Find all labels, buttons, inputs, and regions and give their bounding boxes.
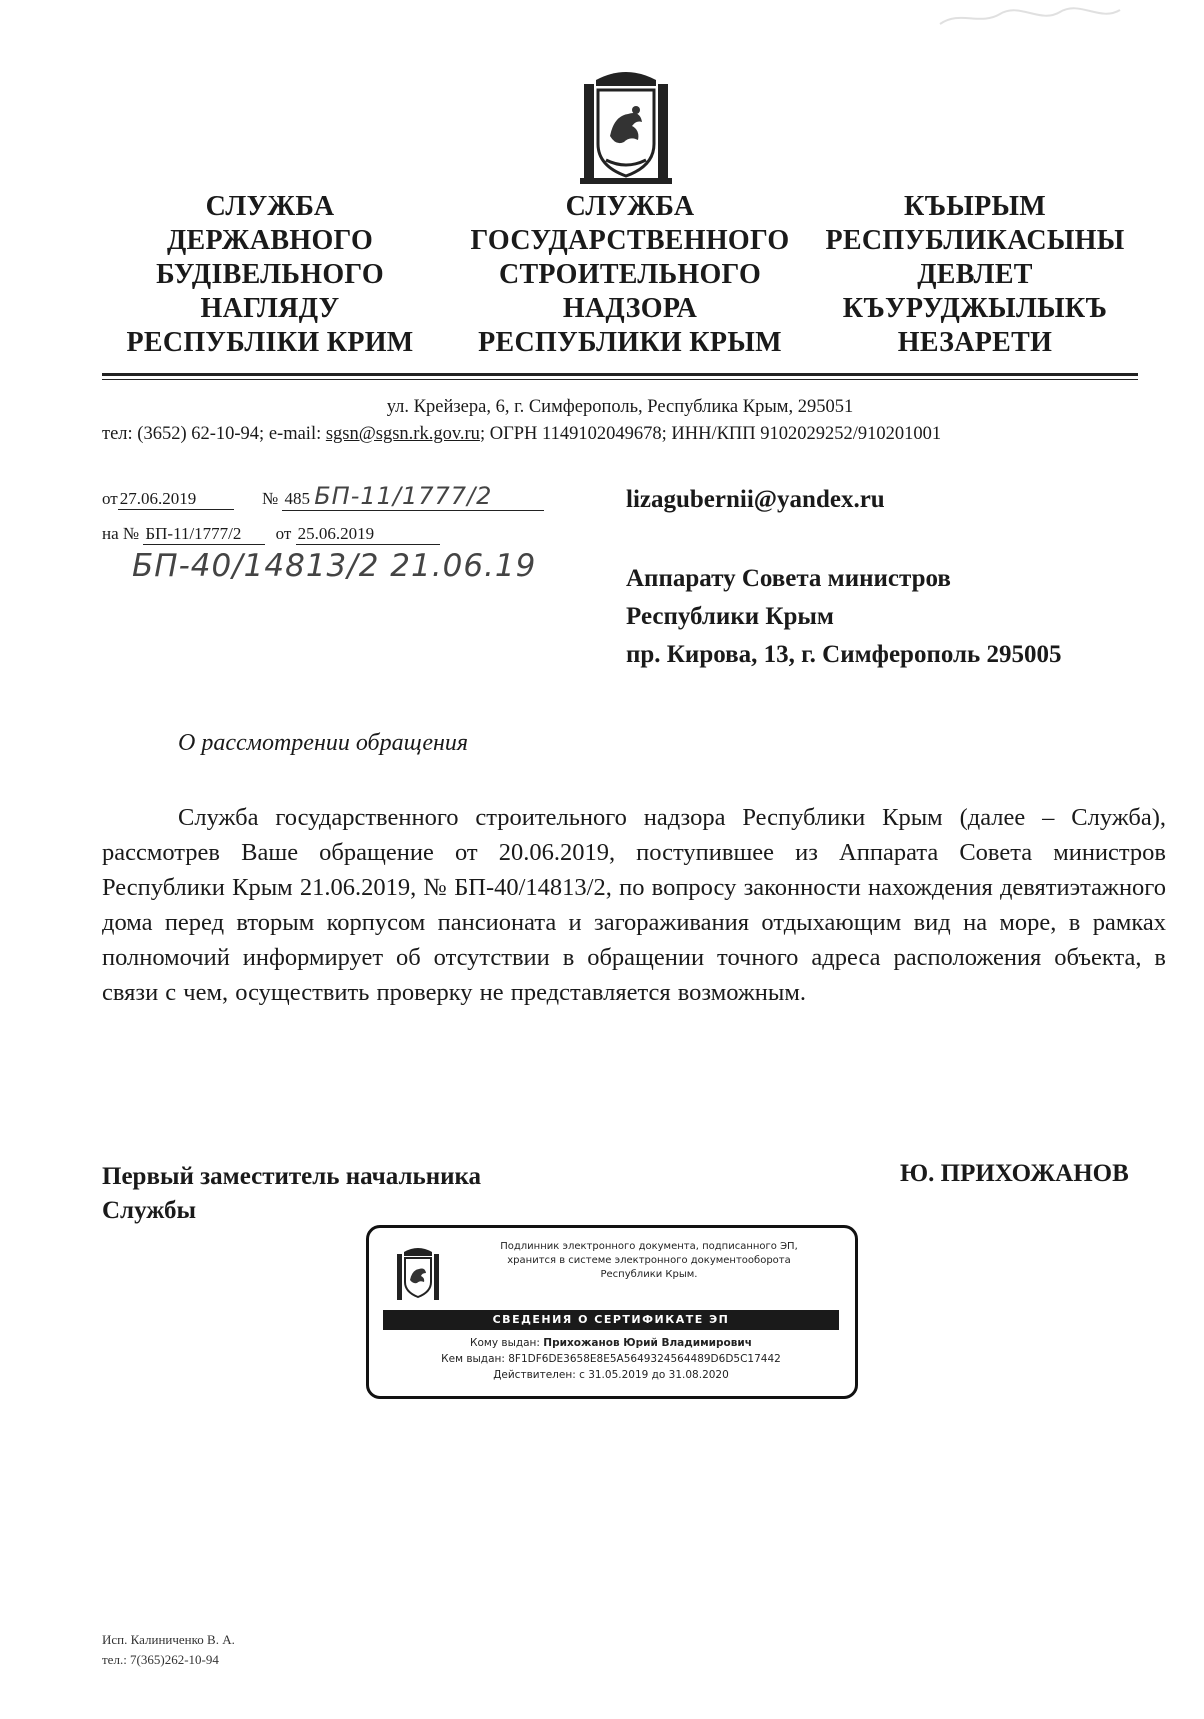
issued-by-value: 8F1DF6DE3658E8E5A5649324564489D6D5C17442	[508, 1353, 781, 1365]
header-ru-line: ГОСУДАРСТВЕННОГО	[470, 225, 790, 256]
stamp-note-line: хранится в системе электронного документооборота	[507, 1255, 791, 1266]
corner-handwritten-mark	[930, 6, 1130, 30]
addressee-line: Аппарату Совета министров	[626, 565, 951, 592]
contacts-suffix: ; ОГРН 1149102049678; ИНН/КПП 9102029252/910201001	[479, 424, 942, 444]
header-ua-line: НАГЛЯДУ	[200, 293, 340, 324]
signatory-title-line: Первый заместитель начальника	[102, 1163, 482, 1190]
organization-contacts	[102, 423, 1172, 445]
from-label: от	[102, 489, 118, 508]
signatory-name: Ю. ПРИХОЖАНОВ	[900, 1160, 1129, 1187]
issued-by-label: Кем выдан:	[441, 1353, 509, 1365]
executor-name: Исп. Калиниченко В. А.	[102, 1632, 235, 1647]
ref-from-label: от	[275, 524, 292, 543]
header-ua-line: БУДІВЕЛЬНОГО	[156, 259, 384, 290]
letter-subject: О рассмотрении обращения	[178, 730, 469, 756]
header-ua-line: РЕСПУБЛІКИ КРИМ	[126, 327, 414, 358]
signatory-title-line: Службы	[102, 1197, 197, 1224]
signatory-title	[102, 1160, 481, 1228]
contacts-prefix: тел: (3652) 62-10-94; e-mail:	[102, 424, 326, 444]
valid-label: Действителен:	[493, 1369, 580, 1381]
certificate-issued-to	[383, 1336, 839, 1351]
contacts-email-link[interactable]: sgsn@sgsn.rk.gov.ru	[325, 424, 480, 444]
certificate-info-bar: СВЕДЕНИЯ О СЕРТИФИКАТЕ ЭП	[383, 1310, 839, 1330]
stamp-coat-of-arms-icon	[395, 1246, 441, 1302]
outgoing-number-field	[282, 482, 544, 511]
addressee-line: пр. Кирова, 13, г. Симферополь 295005	[626, 641, 1062, 668]
outgoing-number-handwritten: БП-11/1777/2	[314, 482, 493, 510]
header-divider-thin	[102, 379, 1138, 380]
outgoing-number: 485	[284, 489, 310, 508]
header-ru-line: РЕСПУБЛИКИ КРЫМ	[478, 327, 782, 358]
certificate-validity	[383, 1368, 839, 1383]
ref-number: БП-11/1777/2	[143, 524, 265, 545]
addressee-block	[626, 560, 1062, 674]
ref-date: 25.06.2019	[296, 524, 440, 545]
ref-label: на №	[102, 524, 140, 543]
stamp-note	[459, 1240, 839, 1282]
issued-to-label: Кому выдан:	[470, 1337, 544, 1349]
letter-body: Служба государственного строительного надзора Республики Крым (далее – Служба), рассмотрев Ваше обращение от 20.06.2019, поступившее из Аппарата Совета министров Республики Крым 21.06.2019, № БП-40/14813/2, по вопросу законности нахождения девятиэтажного дома перед вторым корпусом пансионата и загораживания отдыхающим вид на море, в рамках полномочий информирует об отсутствии в обращении точного адреса расположения объекта, в связи с чем, осуществить проверку не представляется возможным.	[102, 804, 1166, 1006]
header-ua-line: ДЕРЖАВНОГО	[166, 225, 374, 256]
header-ua-line: СЛУЖБА	[205, 191, 335, 222]
header-russian	[455, 190, 805, 360]
organization-address: ул. Крейзера, 6, г. Симферополь, Республика Крым, 295051	[386, 397, 854, 417]
crimea-coat-of-arms-icon	[576, 66, 676, 186]
electronic-signature-stamp	[366, 1225, 858, 1399]
issued-to-value: Прихожанов Юрий Владимирович	[543, 1337, 752, 1349]
executor-footer	[102, 1630, 235, 1670]
header-ukrainian	[110, 190, 430, 360]
handwritten-incoming-note: БП-40/14813/2 21.06.19	[132, 548, 537, 584]
addressee-line: Республики Крым	[626, 603, 834, 630]
header-ru-line: СЛУЖБА	[565, 191, 695, 222]
outgoing-date: 27.06.2019	[118, 489, 234, 510]
number-label: №	[261, 489, 279, 508]
recipient-email: lizagubernii@yandex.ru	[626, 486, 885, 513]
incoming-reference	[102, 524, 440, 545]
header-ru-line: НАДЗОРА	[562, 293, 698, 324]
header-crh-line: КЪЫРЫМ	[903, 191, 1047, 222]
header-crh-line: ДЕВЛЕТ	[917, 259, 1033, 290]
outgoing-registration	[102, 482, 544, 511]
stamp-note-line: Республики Крым.	[600, 1269, 698, 1280]
header-crh-line: НЕЗАРЕТИ	[897, 327, 1053, 358]
header-crimean-tatar	[810, 190, 1140, 360]
executor-phone: тел.: 7(365)262-10-94	[102, 1652, 219, 1667]
header-crh-line: КЪУРУДЖЫЛЫКЪ	[842, 293, 1108, 324]
stamp-note-line: Подлинник электронного документа, подписанного ЭП,	[500, 1241, 798, 1252]
valid-value: с 31.05.2019 до 31.08.2020	[579, 1369, 729, 1381]
certificate-issued-by	[383, 1352, 839, 1367]
header-divider-thick	[102, 373, 1138, 376]
header-crh-line: РЕСПУБЛИКАСЫНЫ	[825, 225, 1125, 256]
header-ru-line: СТРОИТЕЛЬНОГО	[498, 259, 762, 290]
